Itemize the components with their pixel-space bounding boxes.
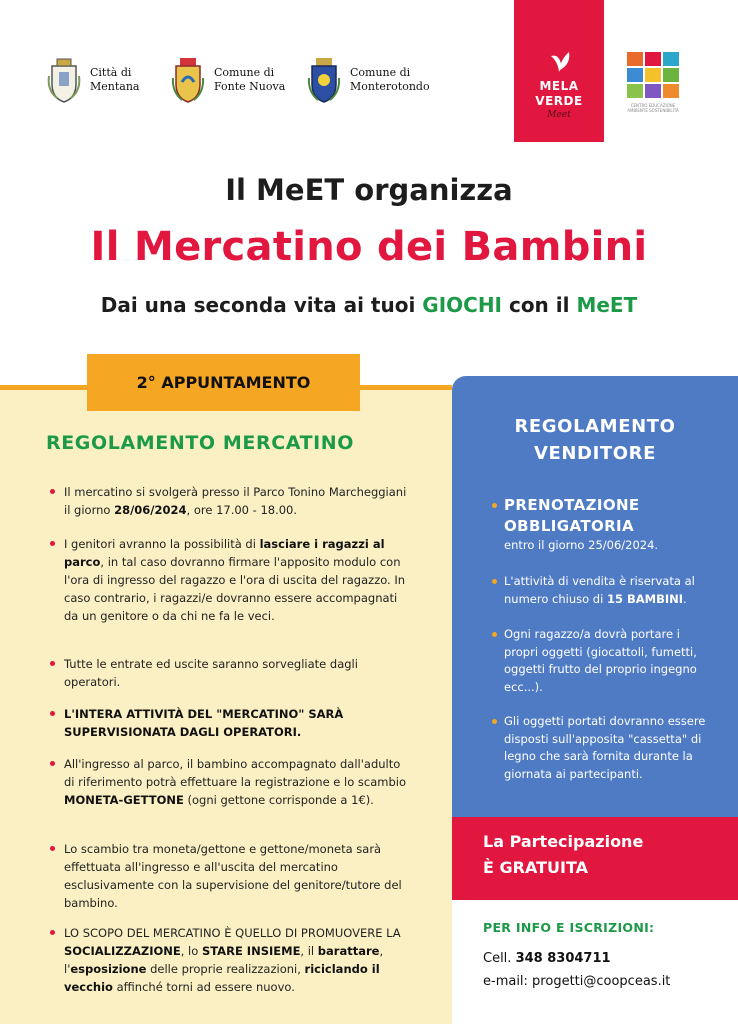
participation-line1: La Partecipazione [483,832,644,851]
rule-item-exchange [50,840,410,912]
tagline-part-c: con il [502,293,577,317]
bullet-icon [50,541,55,546]
participation-line2: È GRATUITA [483,858,589,877]
mela-verde-line1: MELA [539,79,579,93]
rule-item-location [50,483,410,519]
monterotondo-logo [306,56,430,104]
appointment-badge: 2° APPUNTAMENTO [87,354,360,411]
ceas-caption: CENTRO EDUCAZIONE AMBIENTE SOSTENIBILITÀ [627,103,679,113]
rule-text: , l' [64,944,384,976]
rule-text: , ore 17.00 - 18.00. [186,503,298,517]
rule-text: LO SCOPO DEL MERCATINO È QUELLO DI PROMUOVERE LA [64,926,401,940]
phone-label: Cell. [483,951,516,966]
rule-text: , lo [180,944,202,958]
rule-text: Tutte le entrate ed uscite saranno sorvegliate dagli operatori. [64,657,358,689]
market-rules-heading: REGOLAMENTO MERCATINO [46,432,355,454]
rule-text: (ogni gettone corrisponde a 1€). [183,793,374,807]
page-title: Il Mercatino dei Bambini [90,224,648,270]
mentana-line2: Mentana [90,80,140,93]
rule-emphasis: barattare [317,944,380,958]
rule-emphasis: esposizione [70,962,147,976]
booking-deadline: entro il giorno 25/06/2024. [504,538,659,552]
seller-rule-booking [492,495,707,555]
tagline-meet: MeET [576,293,638,317]
contact-email[interactable]: e-mail: progetti@coopceas.it [483,974,671,989]
bullet-icon [50,661,55,666]
bullet-icon [492,632,497,637]
rule-emphasis: 15 BAMBINI [606,591,684,606]
rule-emphasis: SOCIALIZZAZIONE [64,944,181,958]
rule-text: delle proprie realizzazioni, [146,962,305,976]
monterotondo-line2: Monterotondo [350,80,430,93]
fonte-nuova-logo [170,56,285,104]
booking-title-line1: PRENOTAZIONE [504,496,640,514]
rule-text: . [683,591,687,606]
mentana-line1: Città di [90,66,132,79]
ceas-logo-icon [627,52,679,110]
bullet-icon [50,489,55,494]
rule-date: 28/06/2024 [114,503,187,517]
bullet-icon [50,711,55,716]
monterotondo-crest-icon [306,56,342,104]
rule-item-purpose [50,924,410,996]
title-organizer: Il MeET organizza [225,173,513,207]
fonte-nuova-line2: Fonte Nuova [214,80,286,93]
rule-text: , in tal caso dovranno firmare l'apposito modulo con l'ora di ingresso del ragazzo e l'ora di uscita del ragazzo. In caso contrario, i ragazzi/e dovranno essere accompagnati da un genitore o da chi ne fa le veci. [64,555,406,623]
monterotondo-line1: Comune di [350,66,411,79]
info-heading: PER INFO E ISCRIZIONI: [483,920,655,935]
rule-emphasis: STARE INSIEME [201,944,301,958]
fonte-nuova-line1: Comune di [214,66,275,79]
rule-text: Ogni ragazzo/a dovrà portare i propri oggetti (giocattoli, fumetti, oggetti frutto del proprio ingegno ecc...). [504,627,697,694]
mela-verde-line2: VERDE [535,94,583,108]
bullet-icon [492,579,497,584]
leaf-icon [545,48,573,74]
rule-text: All'ingresso al parco, il bambino accompagnato dall'adulto di riferimento potrà effettuare la registrazione e lo scambio [64,757,407,789]
rule-text: L'attività di vendita è riservata al numero chiuso di [504,574,695,606]
tagline-part-a: Dai una seconda vita ai tuoi [100,293,423,317]
rule-item-supervision [50,655,410,691]
rule-text: I genitori avranno la possibilità di [64,537,260,551]
seller-rule-box [492,713,707,783]
rule-item-token [50,755,410,809]
booking-title-line2: OBBLIGATORIA [504,517,635,535]
seller-heading-line2: VENDITORE [533,443,657,464]
mentana-crest-icon [46,56,82,104]
rule-text: Il mercatino si svolgerà presso il Parco Tonino Marcheggiani il giorno [64,485,407,517]
rule-text: Lo scambio tra moneta/gettone e gettone/moneta sarà effettuata all'ingresso e all'uscita del mercatino esclusivamente con la supervisione del genitore/tutore del bambino. [64,842,402,910]
bullet-icon [50,930,55,935]
rule-emphasis: riciclando il vecchio [64,962,380,994]
fonte-nuova-crest-icon [170,56,206,104]
tagline-giochi: GIOCHI [422,293,502,317]
phone-number[interactable]: 348 8304711 [515,951,611,966]
bullet-icon [492,503,497,508]
seller-heading-line1: REGOLAMENTO [514,416,676,437]
bullet-icon [492,719,497,724]
rule-text: Gli oggetti portati dovranno essere disposti sull'apposita "cassetta" di legno che sarà fornita durante la giornata ai partecipanti. [504,714,706,781]
rule-emphasis: L'INTERA ATTIVITÀ DEL "MERCATINO" SARÀ SUPERVISIONATA DAGLI OPERATORI. [64,707,344,739]
mentana-logo [46,56,139,104]
rule-emphasis: lasciare i ragazzi al parco [64,537,385,569]
mela-verde-logo [514,0,604,142]
mela-verde-line3: Meet [547,110,571,120]
rule-text: affinché torni ad essere nuovo. [112,980,295,994]
rule-text: , il [300,944,318,958]
rule-item-parents [50,535,410,625]
seller-rule-items [492,626,707,696]
seller-rules-heading [452,413,738,467]
bullet-icon [50,846,55,851]
bullet-icon [50,761,55,766]
rule-item-operators [50,705,410,741]
rule-emphasis: MONETA-GETTONE [64,793,184,807]
title-tagline [0,293,738,317]
seller-rule-limit [492,573,707,608]
contact-phone [483,951,611,966]
